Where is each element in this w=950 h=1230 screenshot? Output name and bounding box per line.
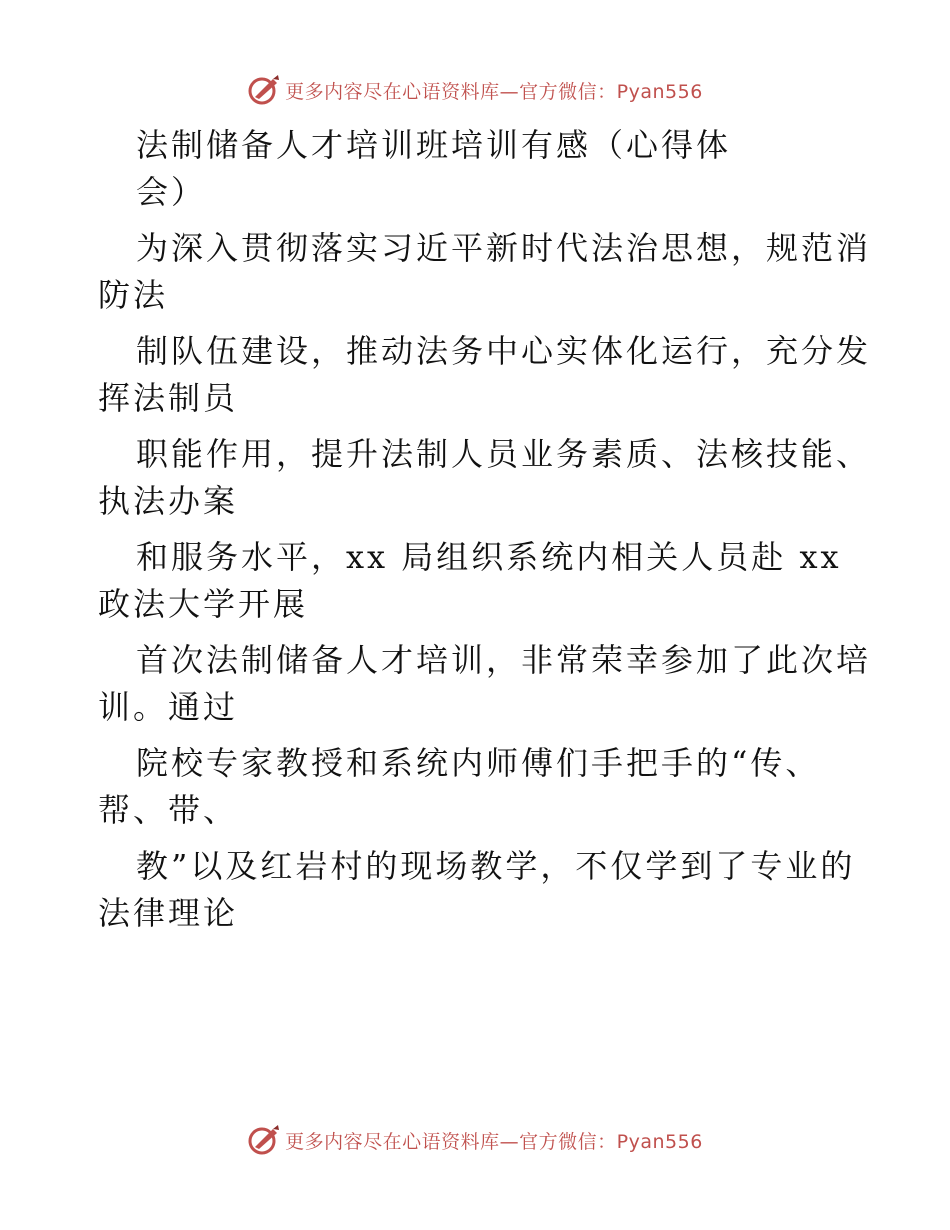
document-body <box>98 122 878 937</box>
document-title-line-2: 会） <box>136 173 207 211</box>
paragraph-line-wrap: 政法大学开展 <box>98 585 309 623</box>
paragraph-line-wrap: 训。通过 <box>98 688 239 726</box>
paragraph-line: 院校专家教授和系统内师傅们手把手的“传、 <box>136 744 821 782</box>
paragraph-line: 和服务水平，xx 局组织系统内相关人员赴 xx <box>136 538 842 576</box>
paragraph-line-wrap: 挥法制员 <box>98 379 239 417</box>
quill-logo-icon <box>247 73 281 107</box>
paragraph-line-wrap: 法律理论 <box>98 894 239 932</box>
paragraph-line-wrap: 执法办案 <box>98 482 239 520</box>
paragraph-line: 为深入贯彻落实习近平新时代法治思想，规范消 <box>136 229 872 267</box>
paragraph-line-wrap: 帮、带、 <box>98 791 239 829</box>
footer-banner <box>0 1120 950 1160</box>
header-banner <box>0 70 950 110</box>
header-banner-text: 更多内容尽在心语资料库—官方微信：Pyan556 <box>285 80 703 103</box>
paragraph-line: 制队伍建设，推动法务中心实体化运行，充分发 <box>136 332 872 370</box>
document-title-line-1: 法制储备人才培训班培训有感（心得体 <box>136 126 732 164</box>
quill-logo-icon <box>247 1123 281 1157</box>
paragraph-line: 教”以及红岩村的现场教学，不仅学到了专业的 <box>136 847 856 885</box>
paragraph-line: 职能作用，提升法制人员业务素质、法核技能、 <box>136 435 872 473</box>
paragraph-line-wrap: 防法 <box>98 276 169 314</box>
footer-banner-text: 更多内容尽在心语资料库—官方微信：Pyan556 <box>285 1130 703 1153</box>
paragraph-line: 首次法制储备人才培训，非常荣幸参加了此次培 <box>136 641 872 679</box>
